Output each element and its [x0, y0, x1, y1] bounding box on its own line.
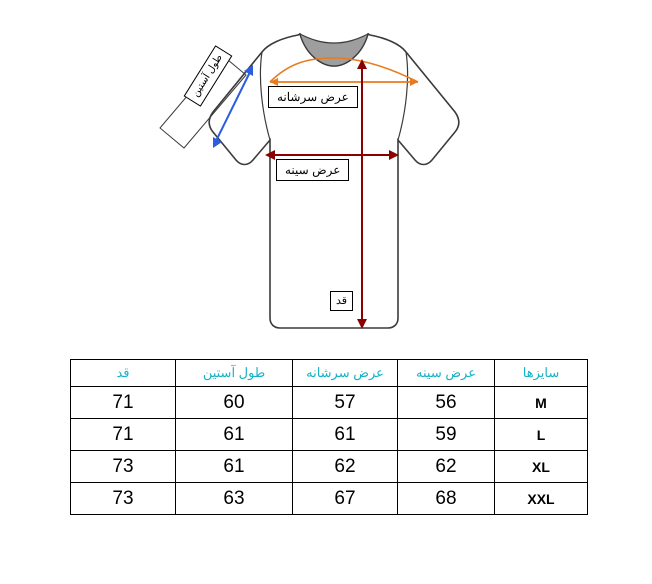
cell-length: 71: [71, 419, 176, 451]
header-chest: عرض سینه: [398, 360, 495, 387]
cell-length: 73: [71, 451, 176, 483]
cell-size: M: [495, 387, 588, 419]
cell-chest: 59: [398, 419, 495, 451]
header-length: قد: [71, 360, 176, 387]
cell-chest: 62: [398, 451, 495, 483]
cell-sleeve: 63: [176, 483, 293, 515]
header-sleeve: طول آستین: [176, 360, 293, 387]
body-length-label: قد: [330, 291, 353, 311]
cell-sleeve: 61: [176, 451, 293, 483]
cell-chest: 68: [398, 483, 495, 515]
cell-size: XXL: [495, 483, 588, 515]
cell-length: 73: [71, 483, 176, 515]
chest-width-label: عرض سینه: [276, 159, 349, 181]
table-row: [71, 387, 588, 419]
cell-sleeve: 61: [176, 419, 293, 451]
size-table: [70, 359, 588, 515]
cell-shoulder: 62: [293, 451, 398, 483]
size-table-body: [71, 387, 588, 515]
size-table-header: [71, 360, 588, 387]
header-shoulder: عرض سرشانه: [293, 360, 398, 387]
table-row: [71, 419, 588, 451]
cell-shoulder: 67: [293, 483, 398, 515]
table-row: [71, 451, 588, 483]
cell-length: 71: [71, 387, 176, 419]
table-header-row: [71, 360, 588, 387]
sleeve-length-label: طول آستین: [184, 45, 233, 106]
header-sizes: سایزها: [495, 360, 588, 387]
cell-shoulder: 61: [293, 419, 398, 451]
cell-size: L: [495, 419, 588, 451]
shoulder-width-label: عرض سرشانه: [268, 86, 358, 108]
cell-size: XL: [495, 451, 588, 483]
cell-shoulder: 57: [293, 387, 398, 419]
table-row: [71, 483, 588, 515]
cell-sleeve: 60: [176, 387, 293, 419]
cell-chest: 56: [398, 387, 495, 419]
